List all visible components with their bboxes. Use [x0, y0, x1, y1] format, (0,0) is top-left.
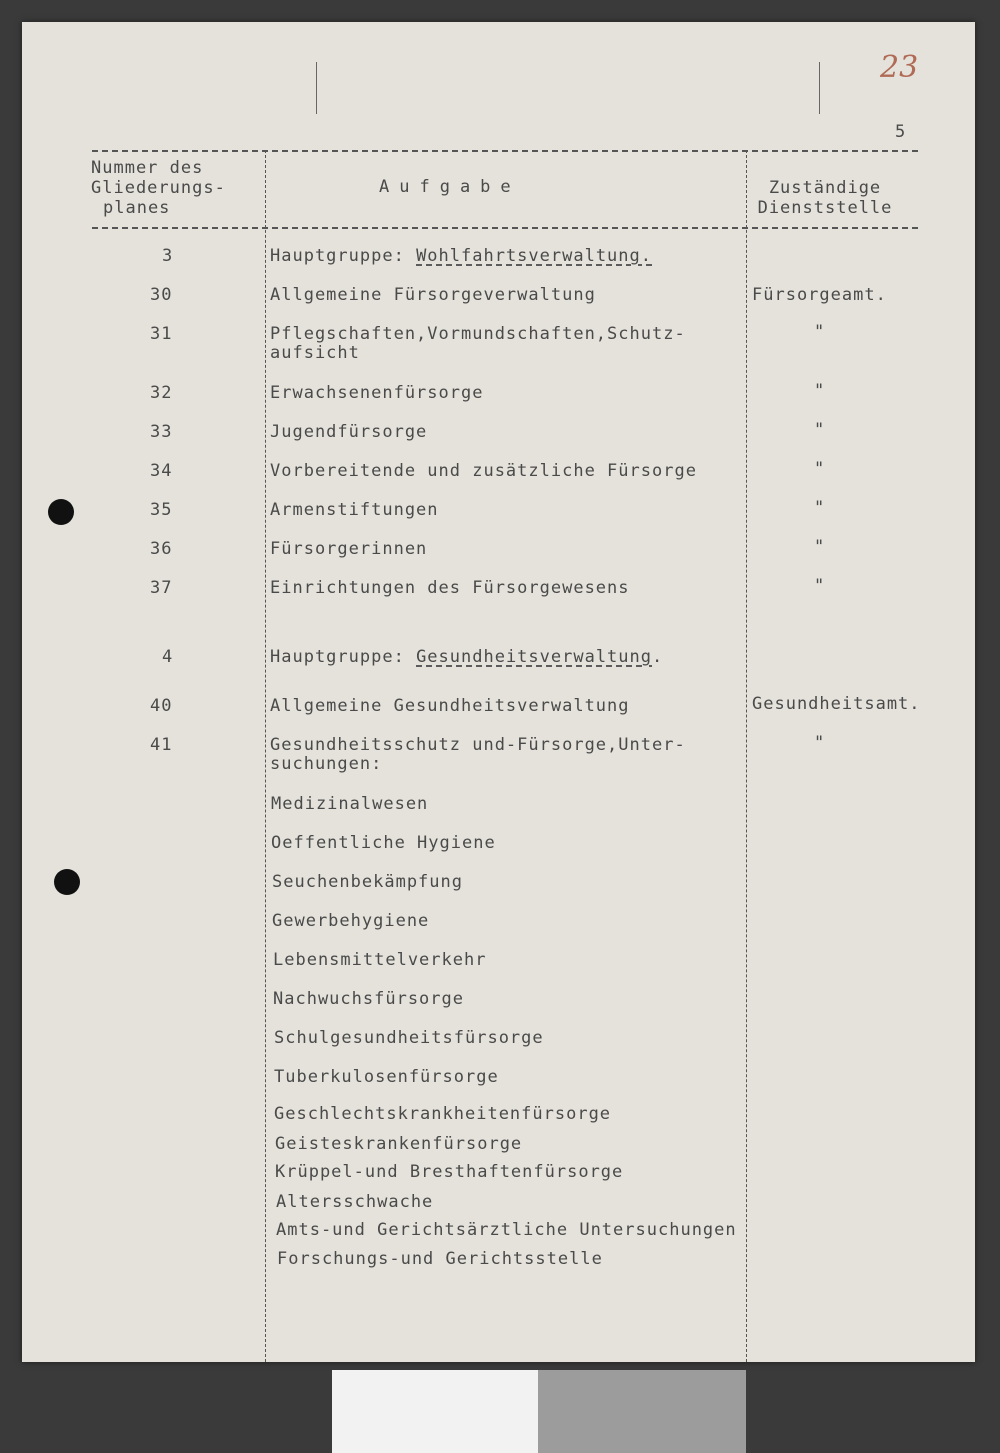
subitem: Nachwuchsfürsorge [273, 989, 464, 1009]
row-office-ditto: " [814, 459, 826, 479]
row-task: Fürsorgerinnen [270, 539, 428, 559]
header-task: Aufgabe [379, 177, 521, 197]
header-top-rule [92, 150, 918, 152]
subitem: Seuchenbekämpfung [272, 872, 463, 892]
row-task: Erwachsenenfürsorge [270, 383, 484, 403]
row-task-underlined: Gesundheitsverwaltung [416, 647, 652, 667]
row-number: 41 [150, 735, 173, 755]
row-number: 32 [150, 383, 173, 403]
row-task: Gesundheitsschutz und-Fürsorge,Unter- [270, 735, 686, 755]
row-task-underlined: Wohlfahrtsverwaltung. [416, 246, 652, 266]
row-office-ditto: " [814, 322, 826, 342]
row-task-group-heading [270, 647, 663, 667]
subitem: Gewerbehygiene [272, 911, 430, 931]
row-task: Jugendfürsorge [270, 422, 428, 442]
row-task: Pflegschaften,Vormundschaften,Schutz- [270, 324, 686, 344]
row-number: 37 [150, 578, 173, 598]
row-number: 3 [162, 246, 174, 266]
subitem: Forschungs-und Gerichtsstelle [277, 1249, 603, 1269]
subitem: Krüppel-und Bresthaftenfürsorge [275, 1162, 624, 1182]
row-task: Allgemeine Gesundheitsverwaltung [270, 696, 630, 716]
page-number: 5 [895, 122, 907, 142]
row-task-suffix: . [652, 647, 664, 667]
column-divider-left [265, 150, 266, 1362]
row-number: 40 [150, 696, 173, 716]
header-office-line1: Zuständige [768, 178, 882, 198]
header-bottom-rule [92, 227, 918, 229]
row-task-group-heading [270, 246, 652, 266]
document-page [22, 22, 975, 1362]
subitem: Lebensmittelverkehr [273, 950, 487, 970]
row-office-ditto: " [814, 381, 826, 401]
row-number: 30 [150, 285, 173, 305]
row-task-label: Hauptgruppe: [270, 246, 417, 266]
archive-folio-mark: 23 [880, 50, 919, 85]
row-number: 4 [162, 647, 174, 667]
row-office: Fürsorgeamt. [752, 285, 887, 305]
row-task-continuation: suchungen: [270, 754, 383, 774]
subitem: Geisteskrankenfürsorge [275, 1134, 523, 1154]
row-office-ditto: " [814, 498, 826, 518]
row-number: 34 [150, 461, 173, 481]
pencil-mark-left [316, 62, 317, 114]
subitem: Amts-und Gerichtsärztliche Untersuchungen [276, 1220, 737, 1240]
subitem: Medizinalwesen [271, 794, 429, 814]
row-office-ditto: " [814, 733, 826, 753]
punch-hole-top [48, 499, 74, 525]
row-number: 31 [150, 324, 173, 344]
scan-color-strip-gray [538, 1370, 746, 1453]
punch-hole-bottom [54, 869, 80, 895]
header-number-line2: Gliederungs- [91, 178, 226, 198]
scan-color-strip-white [332, 1370, 538, 1453]
subitem: Geschlechtskrankheitenfürsorge [274, 1104, 612, 1124]
row-task: Vorbereitende und zusätzliche Fürsorge [270, 461, 697, 481]
pencil-mark-right [819, 62, 820, 114]
header-number [91, 158, 226, 218]
row-office-ditto: " [814, 537, 826, 557]
row-number: 35 [150, 500, 173, 520]
row-office: Gesundheitsamt. [752, 694, 921, 714]
subitem: Oeffentliche Hygiene [271, 833, 496, 853]
row-office-ditto: " [814, 576, 826, 596]
row-task-label: Hauptgruppe: [270, 647, 417, 667]
row-task: Armenstiftungen [270, 500, 439, 520]
header-office-line2: Dienststelle [757, 198, 893, 218]
row-task: Allgemeine Fürsorgeverwaltung [270, 285, 596, 305]
header-number-line1: Nummer des [91, 158, 204, 178]
subitem: Altersschwache [276, 1192, 434, 1212]
row-task-continuation: aufsicht [270, 343, 360, 363]
column-divider-right [746, 150, 747, 1362]
subitem: Tuberkulosenfürsorge [274, 1067, 499, 1087]
header-number-line3: planes [103, 198, 171, 218]
row-task: Einrichtungen des Fürsorgewesens [270, 578, 630, 598]
row-office-ditto: " [814, 420, 826, 440]
header-office [753, 178, 897, 218]
row-number: 33 [150, 422, 173, 442]
subitem: Schulgesundheitsfürsorge [274, 1028, 544, 1048]
row-number: 36 [150, 539, 173, 559]
